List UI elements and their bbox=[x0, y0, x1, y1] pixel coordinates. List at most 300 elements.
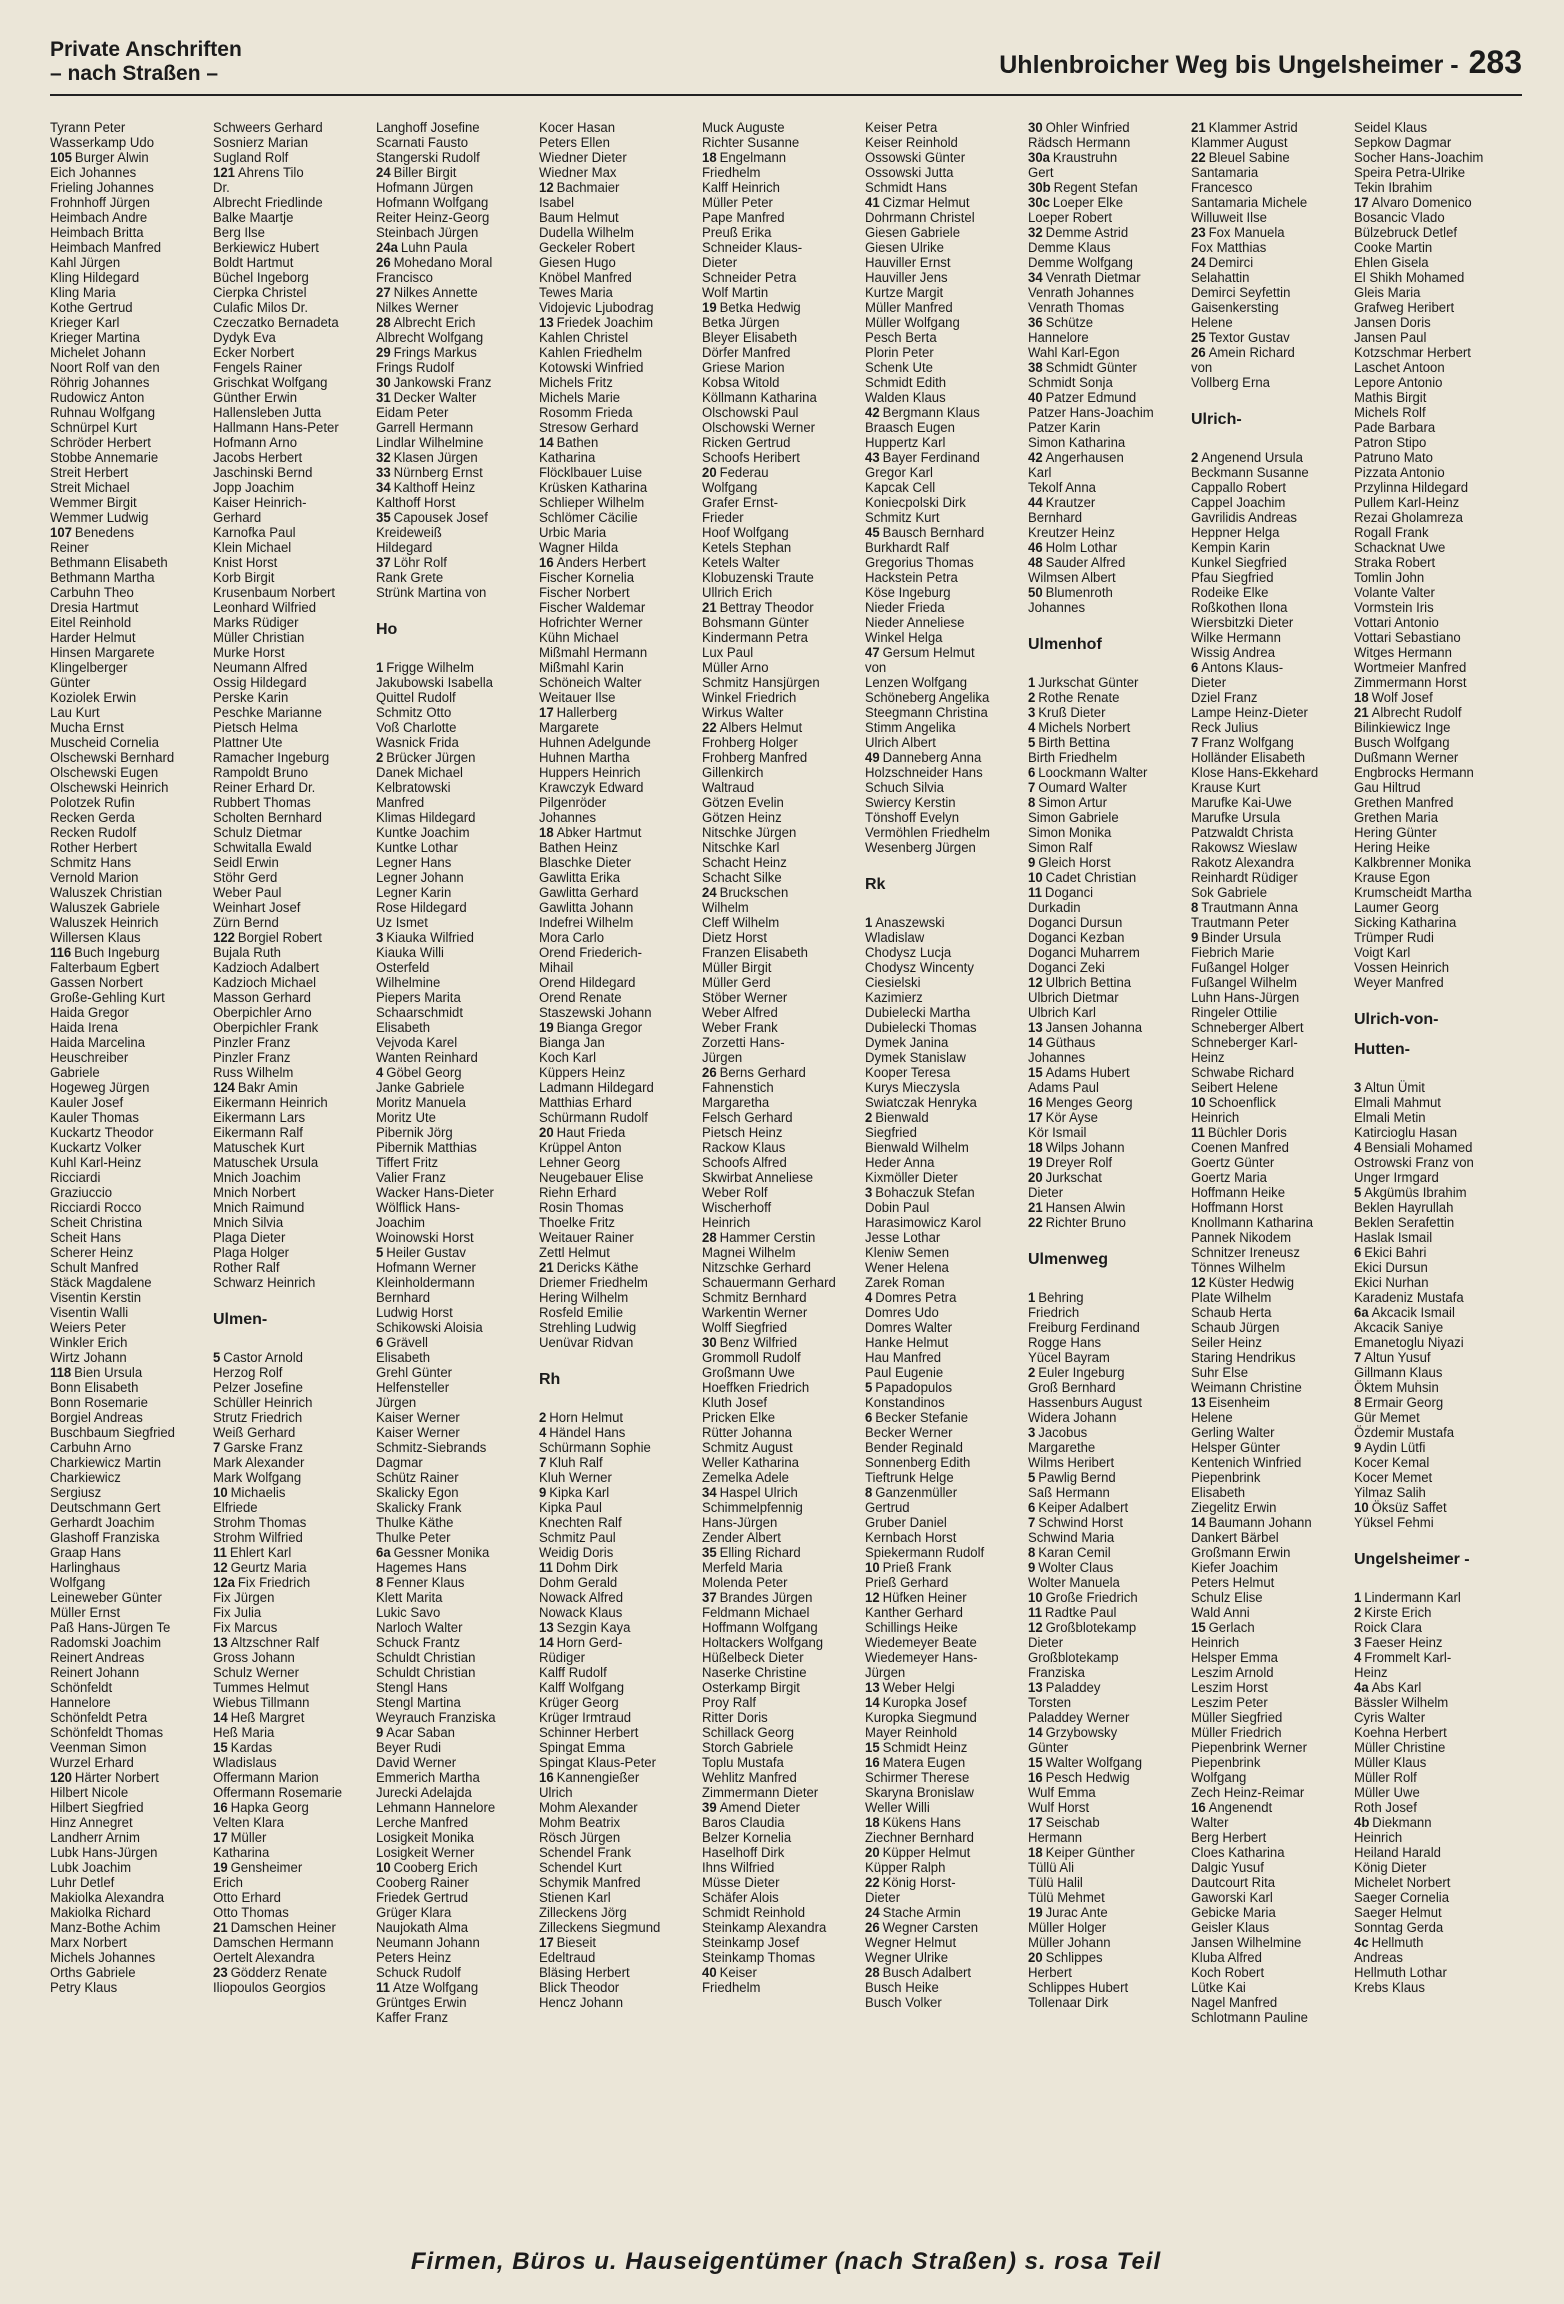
directory-entry: Hering Heike bbox=[1354, 840, 1431, 855]
directory-entry: Oberpichler Arno bbox=[213, 1005, 312, 1020]
directory-entry: 30a Kraustruhn bbox=[1028, 150, 1118, 165]
spacer bbox=[1354, 1530, 1514, 1545]
directory-entry: 21 Albrecht Rudolf bbox=[1354, 705, 1462, 720]
house-number: 23 bbox=[213, 1965, 228, 1980]
directory-entry: Sonntag Gerda bbox=[1354, 1920, 1444, 1935]
directory-entry: Ringeler Ottilie bbox=[1191, 1005, 1278, 1020]
directory-entry: Rank Grete bbox=[376, 570, 444, 585]
directory-entry: Rudowicz Anton bbox=[50, 390, 145, 405]
directory-entry: Weller Willi bbox=[865, 1800, 930, 1815]
house-number: 35 bbox=[376, 510, 391, 525]
directory-entry: Müller Manfred bbox=[865, 300, 953, 315]
directory-entry: Tekin Ibrahim bbox=[1354, 180, 1433, 195]
directory-entry: Klingelberger bbox=[50, 660, 128, 675]
directory-entry: Dieter bbox=[1028, 1185, 1064, 1200]
directory-entry: Wolff Siegfried bbox=[702, 1320, 788, 1335]
house-number: 120 bbox=[50, 1770, 72, 1785]
directory-entry: Pesch Berta bbox=[865, 330, 937, 345]
directory-entry: 11 Dohm Dirk bbox=[539, 1560, 618, 1575]
directory-entry: Marufke Kai-Uwe bbox=[1191, 795, 1292, 810]
directory-entry: Wölflick Hans- bbox=[376, 1200, 461, 1215]
directory-entry: Pade Barbara bbox=[1354, 420, 1436, 435]
house-number: 7 bbox=[1028, 1515, 1036, 1530]
directory-entry: Große-Gehling Kurt bbox=[50, 990, 165, 1005]
directory-entry: Kuropka Siegmund bbox=[865, 1710, 977, 1725]
directory-entry: 10 Schoenflick bbox=[1191, 1095, 1276, 1110]
directory-entry: 20 Küpper Helmut bbox=[865, 1845, 971, 1860]
directory-entry: 9 Binder Ursula bbox=[1191, 930, 1281, 945]
directory-entry: Günter bbox=[50, 675, 91, 690]
directory-entry: 15 Kardas bbox=[213, 1740, 273, 1755]
directory-entry: Legner Karin bbox=[376, 885, 452, 900]
house-number: 26 bbox=[1191, 345, 1206, 360]
directory-entry: Schneberger Albert bbox=[1191, 1020, 1304, 1035]
directory-entry: Urbic Maria bbox=[539, 525, 607, 540]
directory-entry: 3 Kiauka Wilfried bbox=[376, 930, 474, 945]
directory-entry: Vermöhlen Friedhelm bbox=[865, 825, 990, 840]
directory-entry: Dautcourt Rita bbox=[1191, 1875, 1276, 1890]
directory-entry: 20 Federau bbox=[702, 465, 769, 480]
directory-entry: Dubielecki Thomas bbox=[865, 1020, 977, 1035]
directory-entry: Hoof Wolfgang bbox=[702, 525, 789, 540]
directory-entry: Valier Franz bbox=[376, 1170, 446, 1185]
directory-entry: Kurys Mieczysla bbox=[865, 1080, 960, 1095]
directory-entry: 19 Jurac Ante bbox=[1028, 1905, 1108, 1920]
directory-entry: Götzen Evelin bbox=[702, 795, 784, 810]
directory-entry: Schacknat Uwe bbox=[1354, 540, 1446, 555]
directory-entry: Venrath Johannes bbox=[1028, 285, 1135, 300]
street-section-header: Ulmen- bbox=[213, 1311, 268, 1328]
directory-entry: Kleniw Semen bbox=[865, 1245, 950, 1260]
house-number: 9 bbox=[1191, 930, 1199, 945]
directory-column-1 bbox=[50, 120, 213, 2230]
directory-entry: Dr. bbox=[213, 180, 230, 195]
directory-entry: Heuschreiber bbox=[50, 1050, 129, 1065]
directory-entry: Ostrowski Franz von bbox=[1354, 1155, 1474, 1170]
directory-entry: Mark Wolfgang bbox=[213, 1470, 302, 1485]
directory-entry: Wehlitz Manfred bbox=[702, 1770, 797, 1785]
directory-entry: 2 Horn Helmut bbox=[539, 1410, 624, 1425]
directory-entry: Müller Holger bbox=[1028, 1920, 1107, 1935]
house-number: 15 bbox=[1191, 1620, 1206, 1635]
directory-entry: Waltraud bbox=[702, 780, 755, 795]
directory-entry: Frohberg Holger bbox=[702, 735, 798, 750]
directory-entry: 50 Blumenroth bbox=[1028, 585, 1113, 600]
directory-entry: Plate Wilhelm bbox=[1191, 1290, 1272, 1305]
directory-entry: Ruhnau Wolfgang bbox=[50, 405, 156, 420]
directory-entry: Uz Ismet bbox=[376, 915, 428, 930]
directory-entry: Doganci Muharrem bbox=[1028, 945, 1140, 960]
directory-entry: Schaarschmidt bbox=[376, 1005, 463, 1020]
directory-entry: 19 Betka Hedwig bbox=[702, 300, 801, 315]
directory-entry: Heimbach Manfred bbox=[50, 240, 162, 255]
house-number: 4a bbox=[1354, 1680, 1369, 1695]
directory-entry: Dohm Gerald bbox=[539, 1575, 618, 1590]
directory-entry: Waluszek Gabriele bbox=[50, 900, 160, 915]
directory-entry: Kentenich Winfried bbox=[1191, 1455, 1302, 1470]
directory-entry: Voigt Karl bbox=[1354, 945, 1411, 960]
directory-entry: Herbert bbox=[1028, 1965, 1072, 1980]
directory-entry: Domres Walter bbox=[865, 1320, 953, 1335]
house-number: 34 bbox=[702, 1485, 717, 1500]
directory-entry: Rakowsz Wieslaw bbox=[1191, 840, 1297, 855]
directory-entry: 40 Patzer Edmund bbox=[1028, 390, 1137, 405]
directory-entry: Petry Klaus bbox=[50, 1980, 118, 1995]
directory-entry: Rösch Jürgen bbox=[539, 1830, 621, 1845]
directory-entry: 32 Demme Astrid bbox=[1028, 225, 1129, 240]
house-number: 3 bbox=[1028, 1425, 1036, 1440]
directory-entry: Schenk Ute bbox=[865, 360, 933, 375]
directory-entry: Losigkeit Werner bbox=[376, 1845, 475, 1860]
directory-entry: Burkhardt Ralf bbox=[865, 540, 950, 555]
directory-entry: 19 Bianga Gregor bbox=[539, 1020, 643, 1035]
directory-entry: Müller Arno bbox=[702, 660, 769, 675]
directory-entry: Rosfeld Emilie bbox=[539, 1305, 624, 1320]
directory-entry: Fischer Waldemar bbox=[539, 600, 646, 615]
directory-entry: Schulz Elise bbox=[1191, 1590, 1263, 1605]
directory-entry: 16 Hapka Georg bbox=[213, 1800, 309, 1815]
directory-entry: 48 Sauder Alfred bbox=[1028, 555, 1126, 570]
directory-entry: Schimmelpfennig bbox=[702, 1500, 803, 1515]
directory-entry: 34 Haspel Ulrich bbox=[702, 1485, 798, 1500]
directory-entry: 34 Venrath Dietmar bbox=[1028, 270, 1141, 285]
directory-entry: Hencz Johann bbox=[539, 1995, 624, 2010]
house-number: 37 bbox=[376, 555, 391, 570]
directory-entry: 7 Altun Yusuf bbox=[1354, 1350, 1431, 1365]
house-number: 14 bbox=[1191, 1515, 1206, 1530]
house-number: 16 bbox=[213, 1800, 228, 1815]
directory-entry: Wesenberg Jürgen bbox=[865, 840, 976, 855]
directory-entry: Becker Werner bbox=[865, 1425, 953, 1440]
directory-entry: Kanther Gerhard bbox=[865, 1605, 963, 1620]
directory-entry: Schoofs Heribert bbox=[702, 450, 800, 465]
directory-entry: Thulke Peter bbox=[376, 1530, 451, 1545]
directory-entry: Schweers Gerhard bbox=[213, 120, 323, 135]
directory-entry: Frohberg Manfred bbox=[702, 750, 808, 765]
directory-entry: Ihns Wilfried bbox=[702, 1860, 775, 1875]
directory-entry: Hofmann Werner bbox=[376, 1260, 476, 1275]
directory-entry: 21 Bettray Theodor bbox=[702, 600, 814, 615]
directory-entry: Sosnierz Marian bbox=[213, 135, 309, 150]
directory-entry: Lubk Hans-Jürgen bbox=[50, 1845, 158, 1860]
directory-entry: Laumer Georg bbox=[1354, 900, 1439, 915]
directory-entry: Paß Hans-Jürgen Te bbox=[50, 1620, 171, 1635]
directory-entry: Ossowski Jutta bbox=[865, 165, 954, 180]
directory-entry: Krause Kurt bbox=[1191, 780, 1261, 795]
directory-entry: Seibert Helene bbox=[1191, 1080, 1278, 1095]
directory-entry: Huhnen Adelgunde bbox=[539, 735, 651, 750]
directory-entry: 13 Altzschner Ralf bbox=[213, 1635, 320, 1650]
directory-entry: Huhnen Martha bbox=[539, 750, 630, 765]
directory-entry: Ulrich bbox=[539, 1785, 573, 1800]
house-number: 26 bbox=[865, 1920, 880, 1935]
directory-entry: Driemer Friedhelm bbox=[539, 1275, 648, 1290]
directory-entry: Pibernik Jörg bbox=[376, 1125, 453, 1140]
directory-entry: Akcacik Saniye bbox=[1354, 1320, 1444, 1335]
directory-entry: Elisabeth bbox=[1191, 1485, 1246, 1500]
directory-entry: Groß Bernhard bbox=[1028, 1380, 1116, 1395]
directory-entry: Bender Reginald bbox=[865, 1440, 963, 1455]
directory-entry: Strutz Friedrich bbox=[213, 1410, 303, 1425]
directory-entry: Steinkamp Alexandra bbox=[702, 1920, 827, 1935]
directory-entry: 47 Gersum Helmut bbox=[865, 645, 975, 660]
directory-entry: Paladdey Werner bbox=[1028, 1710, 1130, 1725]
house-number: 8 bbox=[376, 1575, 384, 1590]
directory-entry: Wald Anni bbox=[1191, 1605, 1250, 1620]
directory-entry: Wiedner Max bbox=[539, 165, 617, 180]
directory-entry: Santamaria bbox=[1191, 165, 1259, 180]
house-number: 13 bbox=[1191, 1395, 1206, 1410]
directory-entry: von bbox=[865, 660, 887, 675]
directory-entry: Wilhelm bbox=[702, 900, 749, 915]
directory-entry: Kaiser Werner bbox=[376, 1410, 460, 1425]
house-number: 20 bbox=[539, 1125, 554, 1140]
house-number: 11 bbox=[1028, 885, 1042, 900]
directory-column-8 bbox=[1191, 120, 1354, 2230]
house-number: 12a bbox=[213, 1575, 235, 1590]
directory-entry: Zilleckens Siegmund bbox=[539, 1920, 661, 1935]
directory-entry: 7 Oumard Walter bbox=[1028, 780, 1127, 795]
directory-entry: Michels Rolf bbox=[1354, 405, 1426, 420]
directory-entry: 17 Müller bbox=[213, 1830, 267, 1845]
house-number: 26 bbox=[376, 255, 391, 270]
directory-entry: 22 König Horst- bbox=[865, 1875, 956, 1890]
house-number: 40 bbox=[702, 1965, 717, 1980]
directory-entry: Wacker Hans-Dieter bbox=[376, 1185, 494, 1200]
directory-entry: 19 Gensheimer bbox=[213, 1860, 303, 1875]
house-number: 8 bbox=[1028, 1545, 1036, 1560]
directory-entry: Radomski Joachim bbox=[50, 1635, 162, 1650]
directory-entry: Nieder Frieda bbox=[865, 600, 945, 615]
directory-entry: Preuß Erika bbox=[702, 225, 772, 240]
directory-entry: Ketels Walter bbox=[702, 555, 780, 570]
directory-entry: Fiebrich Marie bbox=[1191, 945, 1275, 960]
directory-entry: Grethen Maria bbox=[1354, 810, 1439, 825]
directory-entry: Rogge Hans bbox=[1028, 1335, 1102, 1350]
directory-entry: Marks Rüdiger bbox=[213, 615, 299, 630]
directory-entry: 14 Güthaus bbox=[1028, 1035, 1096, 1050]
spacer bbox=[213, 1335, 373, 1350]
directory-entry: Eidam Peter bbox=[376, 405, 449, 420]
directory-entry: Knechten Ralf bbox=[539, 1515, 622, 1530]
directory-entry: Saß Hermann bbox=[1028, 1485, 1110, 1500]
directory-entry: Plaga Dieter bbox=[213, 1230, 286, 1245]
directory-entry: 7 Garske Franz bbox=[213, 1440, 303, 1455]
directory-entry: Weber Alfred bbox=[702, 1005, 778, 1020]
directory-entry: 11 Büchler Doris bbox=[1191, 1125, 1287, 1140]
directory-entry: Ulrich Albert bbox=[865, 735, 936, 750]
directory-entry: Seiler Heinz bbox=[1191, 1335, 1262, 1350]
directory-entry: Mora Carlo bbox=[539, 930, 605, 945]
directory-entry: Osterfeld bbox=[376, 960, 430, 975]
directory-entry: Schönfeldt Thomas bbox=[50, 1725, 164, 1740]
directory-entry: Schmitz Hans bbox=[50, 855, 132, 870]
directory-entry: Elfriede bbox=[213, 1500, 258, 1515]
header-private-title: Private Anschriften bbox=[50, 38, 242, 61]
directory-entry: Reinert Johann bbox=[50, 1665, 140, 1680]
directory-entry: Roßkothen Ilona bbox=[1191, 600, 1288, 615]
house-number: 6 bbox=[1028, 765, 1036, 780]
directory-entry: Schnitzer Ireneusz bbox=[1191, 1245, 1300, 1260]
directory-entry: Pfau Siegfried bbox=[1191, 570, 1274, 585]
directory-entry: Huppers Heinrich bbox=[539, 765, 641, 780]
house-number: 28 bbox=[702, 1230, 717, 1245]
directory-entry: Eikermann Ralf bbox=[213, 1125, 303, 1140]
directory-entry: Cloes Katharina bbox=[1191, 1845, 1285, 1860]
directory-entry: Weinhart Josef bbox=[213, 900, 301, 915]
house-number: 11 bbox=[213, 1545, 227, 1560]
directory-entry: 21 Klammer Astrid bbox=[1191, 120, 1298, 135]
directory-entry: 24 Stache Armin bbox=[865, 1905, 961, 1920]
directory-entry: Leszim Horst bbox=[1191, 1680, 1268, 1695]
directory-entry: Heinrich bbox=[1354, 1830, 1403, 1845]
house-number: 5 bbox=[376, 1245, 384, 1260]
directory-entry: Murke Horst bbox=[213, 645, 285, 660]
directory-entry: Kothe Gertrud bbox=[50, 300, 133, 315]
house-number: 8 bbox=[865, 1485, 873, 1500]
directory-entry: Dymek Janina bbox=[865, 1035, 949, 1050]
directory-entry: Ramacher Ingeburg bbox=[213, 750, 330, 765]
directory-entry: Doganci Zeki bbox=[1028, 960, 1105, 975]
directory-entry: Gross Johann bbox=[213, 1650, 295, 1665]
directory-column-4 bbox=[539, 120, 702, 2230]
directory-entry: Schneider Klaus- bbox=[702, 240, 803, 255]
spacer bbox=[1028, 615, 1188, 630]
directory-entry: Stobbe Annemarie bbox=[50, 450, 159, 465]
house-number: 20 bbox=[702, 465, 717, 480]
directory-entry: Dudella Wilhelm bbox=[539, 225, 635, 240]
directory-entry: Bülzebruck Detlef bbox=[1354, 225, 1458, 240]
directory-entry: 13 Jansen Johanna bbox=[1028, 1020, 1143, 1035]
directory-entry: Peters Heinz bbox=[376, 1950, 452, 1965]
directory-entry: Knöbel Manfred bbox=[539, 270, 632, 285]
directory-entry: 11 Radtke Paul bbox=[1028, 1605, 1117, 1620]
directory-entry: Toplu Mustafa bbox=[702, 1755, 784, 1770]
directory-entry: 26 Wegner Carsten bbox=[865, 1920, 979, 1935]
directory-entry: Mnich Silvia bbox=[213, 1215, 284, 1230]
directory-entry: Strünk Martina von bbox=[376, 585, 487, 600]
directory-entry: Pietsch Heinz bbox=[702, 1125, 783, 1140]
directory-entry: 122 Borgiel Robert bbox=[213, 930, 322, 945]
directory-entry: Helene bbox=[1191, 1410, 1233, 1425]
directory-entry: Schauermann Gerhard bbox=[702, 1275, 836, 1290]
directory-entry: Mohm Alexander bbox=[539, 1800, 638, 1815]
directory-entry: Scheit Christina bbox=[50, 1215, 143, 1230]
directory-entry: Falterbaum Egbert bbox=[50, 960, 159, 975]
directory-entry: Haida Irena bbox=[50, 1020, 118, 1035]
house-number: 20 bbox=[865, 1845, 880, 1860]
directory-entry: Kreideweiß bbox=[376, 525, 442, 540]
house-number: 10 bbox=[213, 1485, 228, 1500]
directory-entry: Cooke Martin bbox=[1354, 240, 1433, 255]
directory-entry: Jesse Lothar bbox=[865, 1230, 941, 1245]
directory-entry: Yüksel Fehmi bbox=[1354, 1515, 1434, 1530]
directory-entry: Bläsing Herbert bbox=[539, 1965, 630, 1980]
directory-entry: Müller Friedrich bbox=[1191, 1725, 1282, 1740]
directory-entry: Heinz bbox=[1354, 1665, 1388, 1680]
directory-entry: 15 Schmidt Heinz bbox=[865, 1740, 968, 1755]
house-number: 17 bbox=[1028, 1110, 1043, 1125]
directory-entry: Wasserkamp Udo bbox=[50, 135, 155, 150]
directory-entry: Köse Ingeburg bbox=[865, 585, 951, 600]
directory-entry: Krause Egon bbox=[1354, 870, 1431, 885]
directory-entry: Beklen Serafettin bbox=[1354, 1215, 1455, 1230]
directory-entry: Rüdiger bbox=[539, 1650, 586, 1665]
directory-entry: Schlömer Cäcilie bbox=[539, 510, 638, 525]
directory-entry: 10 Öksüz Saffet bbox=[1354, 1500, 1447, 1515]
directory-entry: Waluszek Heinrich bbox=[50, 915, 159, 930]
directory-entry: Tiffert Fritz bbox=[376, 1155, 439, 1170]
directory-entry: 2 Euler Ingeburg bbox=[1028, 1365, 1125, 1380]
house-number: 30 bbox=[376, 375, 391, 390]
house-number: 47 bbox=[865, 645, 880, 660]
directory-entry: Tüllü Ali bbox=[1028, 1860, 1075, 1875]
directory-entry: Charkiewicz Martin bbox=[50, 1455, 162, 1470]
house-number: 6 bbox=[1191, 660, 1199, 675]
directory-entry: Friedrich bbox=[1028, 1305, 1080, 1320]
directory-entry: Frieling Johannes bbox=[50, 180, 154, 195]
house-number: 18 bbox=[1028, 1140, 1043, 1155]
house-number: 42 bbox=[865, 405, 880, 420]
directory-entry: Schacht Heinz bbox=[702, 855, 787, 870]
directory-entry: Berkiewicz Hubert bbox=[213, 240, 319, 255]
house-number: 21 bbox=[1191, 120, 1206, 135]
directory-entry: Vossen Heinrich bbox=[1354, 960, 1450, 975]
directory-entry: Großblotekamp bbox=[1028, 1650, 1119, 1665]
house-number: 11 bbox=[376, 1980, 390, 1995]
directory-entry: Gawlitta Erika bbox=[539, 870, 621, 885]
directory-entry: Hannelore bbox=[1028, 330, 1089, 345]
directory-entry: Felsch Gerhard bbox=[702, 1110, 793, 1125]
directory-entry: Lindlar Wilhelmine bbox=[376, 435, 484, 450]
house-number: 3 bbox=[376, 930, 384, 945]
directory-entry: Bujala Ruth bbox=[213, 945, 281, 960]
house-number: 15 bbox=[865, 1740, 880, 1755]
directory-entry: Nowack Klaus bbox=[539, 1605, 623, 1620]
directory-entry: Dubielecki Martha bbox=[865, 1005, 971, 1020]
house-number: 24 bbox=[865, 1905, 880, 1920]
directory-entry: Gassen Norbert bbox=[50, 975, 143, 990]
directory-entry: Nieder Anneliese bbox=[865, 615, 965, 630]
directory-entry: Krusenbaum Norbert bbox=[213, 585, 336, 600]
directory-entry: Huppertz Karl bbox=[865, 435, 946, 450]
directory-entry: Cappallo Robert bbox=[1191, 480, 1287, 495]
directory-entry: Kahlen Friedhelm bbox=[539, 345, 643, 360]
directory-entry: Leszim Peter bbox=[1191, 1695, 1268, 1710]
directory-entry: 24a Luhn Paula bbox=[376, 240, 468, 255]
house-number: 33 bbox=[376, 465, 391, 480]
directory-entry: 4 Michels Norbert bbox=[1028, 720, 1131, 735]
directory-entry: Hauviller Ernst bbox=[865, 255, 951, 270]
directory-entry: Hoeffken Friedrich bbox=[702, 1380, 810, 1395]
house-number: 18 bbox=[1028, 1845, 1043, 1860]
directory-entry: Richter Susanne bbox=[702, 135, 800, 150]
house-number: 13 bbox=[1028, 1680, 1043, 1695]
directory-entry: Schöneberg Angelika bbox=[865, 690, 990, 705]
directory-entry: Fischer Norbert bbox=[539, 585, 630, 600]
directory-entry: 4 Händel Hans bbox=[539, 1425, 626, 1440]
house-number: 124 bbox=[213, 1080, 235, 1095]
directory-entry: Busch Heike bbox=[865, 1980, 939, 1995]
directory-entry: 3 Bohaczuk Stefan bbox=[865, 1185, 975, 1200]
house-number: 18 bbox=[702, 150, 717, 165]
directory-entry: Weiers Peter bbox=[50, 1320, 126, 1335]
spacer bbox=[376, 600, 536, 615]
directory-entry: Schlotmann Pauline bbox=[1191, 2010, 1308, 2025]
directory-entry: Hoffmann Heike bbox=[1191, 1185, 1286, 1200]
directory-entry: Ketels Stephan bbox=[702, 540, 792, 555]
directory-entry: Jürgen bbox=[865, 1665, 906, 1680]
